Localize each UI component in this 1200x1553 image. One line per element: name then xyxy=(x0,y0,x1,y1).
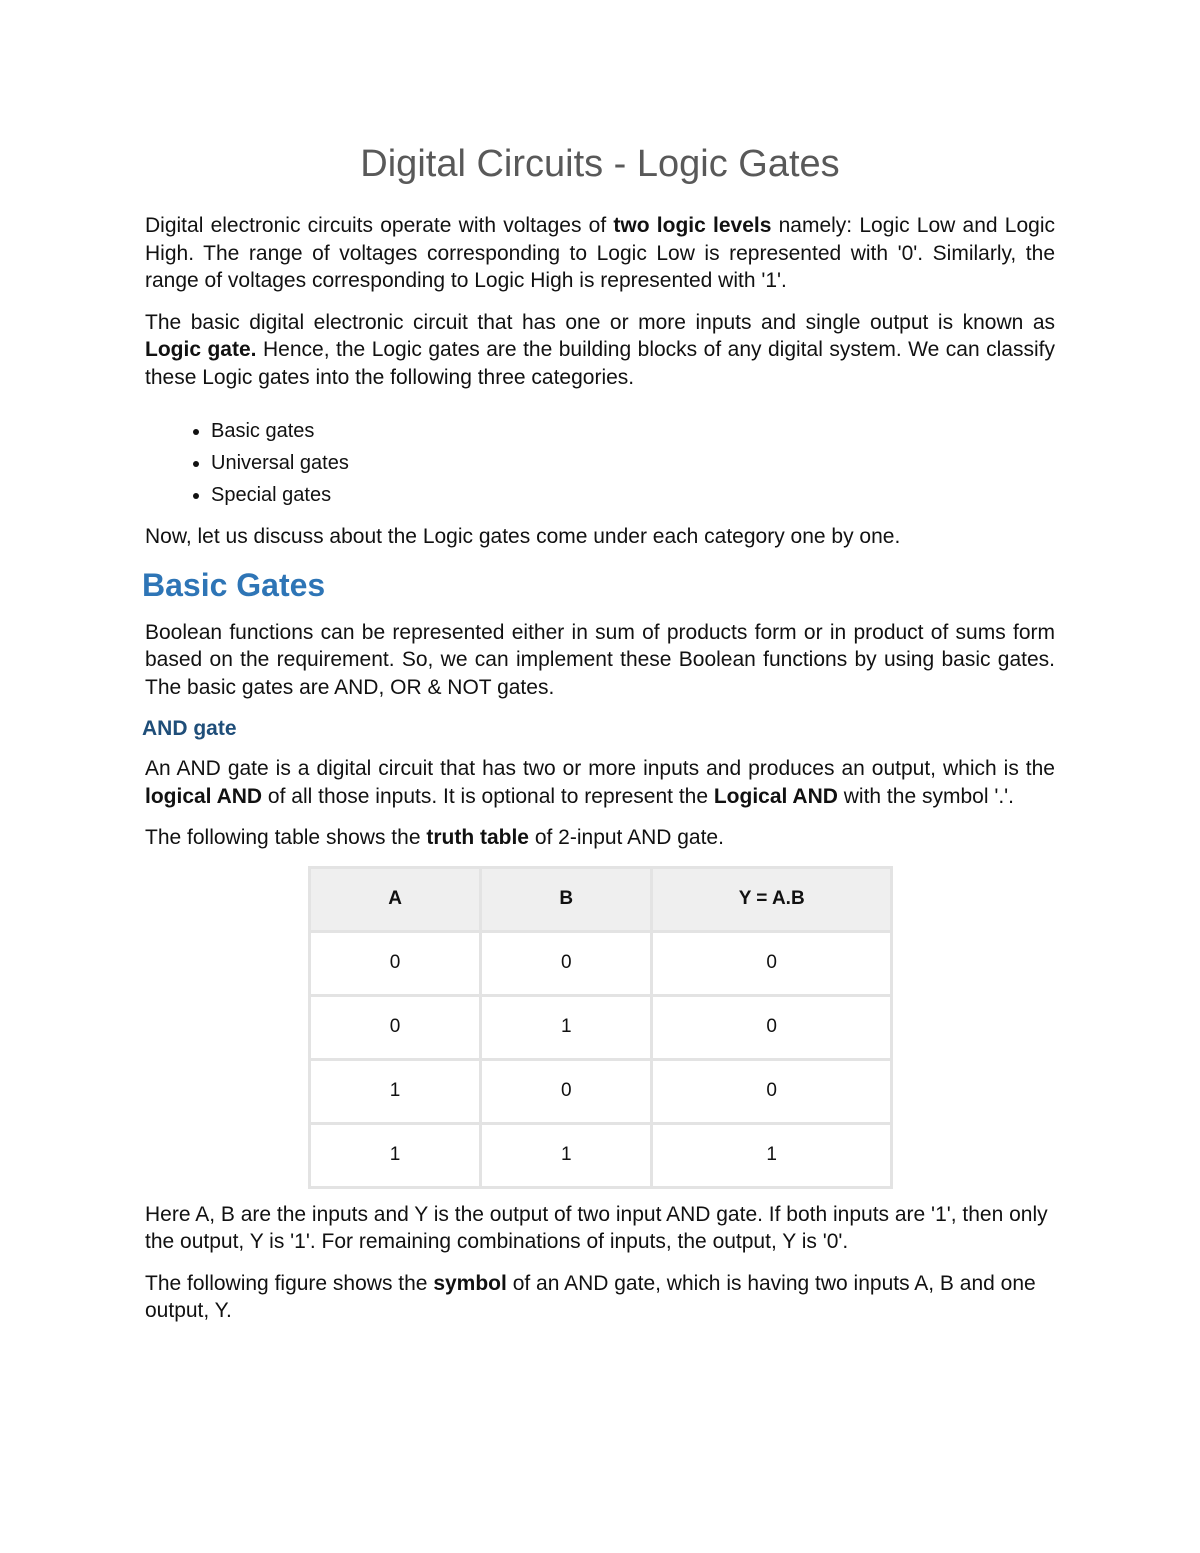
and-p1-text-2: of all those inputs. It is optional to represent the xyxy=(262,784,714,808)
table-header-row xyxy=(310,867,892,931)
and-p4-text-2: of an AND gate, which is having two inputs A, B and one output, Y. xyxy=(145,1271,1036,1322)
and-gate-paragraph-2 xyxy=(145,824,1055,852)
table-cell: 0 xyxy=(310,931,481,995)
category-list xyxy=(145,415,1055,511)
table-header-b: B xyxy=(481,867,652,931)
and-p4-text-1: The following figure shows the xyxy=(145,1271,434,1295)
truth-table xyxy=(308,866,893,1189)
list-item: • Basic gates xyxy=(211,415,1055,447)
subheading-and-gate: AND gate xyxy=(142,717,237,740)
section-heading-basic-gates: Basic Gates xyxy=(142,566,326,603)
intro-p1-text-2: namely: Logic Low and Logic High. The range of voltages corresponding to Logic Low is represented with '0'. Similarly, the range of voltages corresponding to Logic High is represented with '1'. xyxy=(145,214,1055,292)
intro-p2-text-2: Hence, the Logic gates are the building blocks of any digital system. We can classify these Logic gates into the following three categories. xyxy=(145,338,1055,389)
and-p1-text-1: An AND gate is a digital circuit that has two or more inputs and produces an output, which is the xyxy=(145,757,1055,780)
table-cell: 1 xyxy=(310,1059,481,1123)
and-p1-text-3: with the symbol '.'. xyxy=(837,784,1015,808)
intro-p1-text-1: Digital electronic circuits operate with voltages of xyxy=(145,214,614,237)
table-cell: 1 xyxy=(652,1123,892,1187)
and-p2-text-2: of 2-input AND gate. xyxy=(529,826,724,849)
table-cell: 1 xyxy=(481,1123,652,1187)
and-gate-paragraph-4 xyxy=(145,1270,1055,1325)
and-p2-bold-truth-table: truth table xyxy=(426,826,529,849)
and-p2-text-1: The following table shows the xyxy=(145,826,427,849)
table-row xyxy=(310,931,892,995)
and-gate-paragraph-1 xyxy=(145,755,1055,810)
table-header-a: A xyxy=(310,867,481,931)
table-cell: 0 xyxy=(652,995,892,1059)
and-p1-bold-logical-and: logical AND xyxy=(145,784,263,808)
table-header-y: Y = A.B xyxy=(652,867,892,931)
and-p4-bold-symbol: symbol xyxy=(433,1271,507,1295)
table-cell: 1 xyxy=(481,995,652,1059)
table-row xyxy=(310,1059,892,1123)
table-row xyxy=(310,995,892,1059)
table-row xyxy=(310,1123,892,1187)
table-cell: 0 xyxy=(652,931,892,995)
table-cell: 0 xyxy=(652,1059,892,1123)
table-cell: 0 xyxy=(481,1059,652,1123)
document-title: Digital Circuits - Logic Gates xyxy=(360,143,840,185)
table-cell: 0 xyxy=(310,995,481,1059)
intro-paragraph-3: Now, let us discuss about the Logic gates come under each category one by one. xyxy=(145,525,901,548)
and-p1-bold-logical-and-2: Logical AND xyxy=(713,784,838,808)
list-item: • Special gates xyxy=(211,479,1055,511)
document-page xyxy=(142,140,1055,1339)
intro-p2-text-1: The basic digital electronic circuit that has one or more inputs and single output is known as xyxy=(145,310,1055,334)
list-item: • Universal gates xyxy=(211,447,1055,479)
intro-paragraph-2 xyxy=(145,309,1055,392)
intro-p2-bold-logic-gate: Logic gate. xyxy=(145,338,257,361)
intro-p1-bold-two-logic-levels: two logic levels xyxy=(613,214,772,237)
and-gate-paragraph-3: Here A, B are the inputs and Y is the output of two input AND gate. If both inputs are '1', then only the output, Y is '1'. For remaining combinations of inputs, the output, Y is '0'. xyxy=(145,1202,1048,1253)
table-cell: 1 xyxy=(310,1123,481,1187)
basic-gates-paragraph: Boolean functions can be represented either in sum of products form or in product of sums form based on the requirement. So, we can implement these Boolean functions by using basic gates. The basic gates are AND, OR & NOT gates. xyxy=(145,620,1055,699)
intro-paragraph-1 xyxy=(145,212,1055,295)
table-cell: 0 xyxy=(481,931,652,995)
